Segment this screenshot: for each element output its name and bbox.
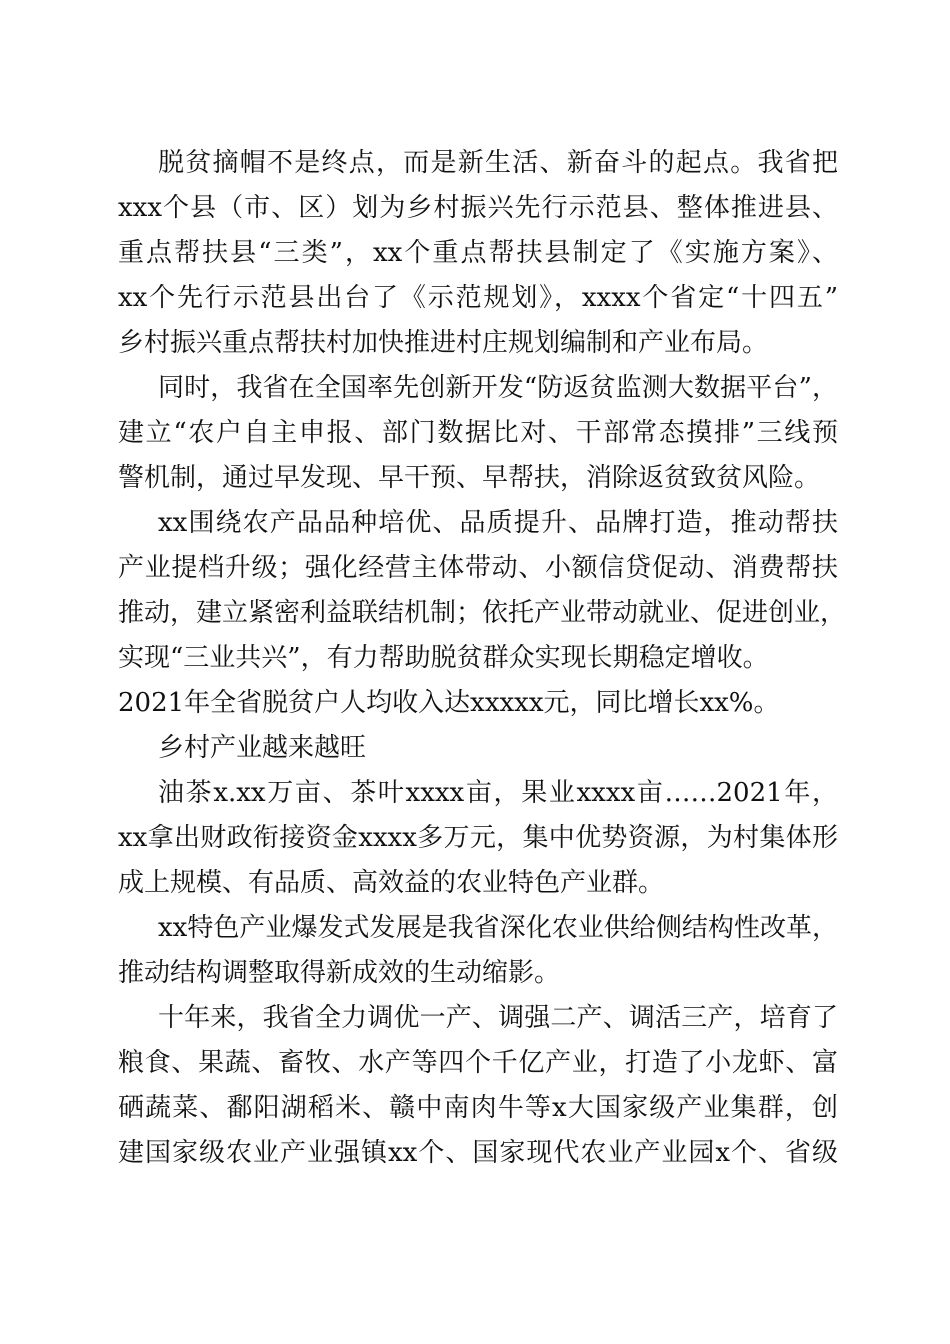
text-line: 产业提档升级；强化经营主体带动、小额信贷促动、消费帮扶 xyxy=(118,553,838,583)
text-line: xx围绕农产品品种培优、品质提升、品牌打造，推动帮扶 xyxy=(158,508,838,538)
text-line: 乡村振兴重点帮扶村加快推进村庄规划编制和产业布局。 xyxy=(118,328,769,358)
text-line: 油茶x.xx万亩、茶叶xxxx亩，果业xxxx亩……2021年， xyxy=(158,778,838,808)
paragraph-5 xyxy=(118,771,838,906)
text-line: 同时，我省在全国率先创新开发“防返贫监测大数据平台”， xyxy=(158,373,838,403)
text-line: 脱贫摘帽不是终点，而是新生活、新奋斗的起点。我省把 xyxy=(158,148,838,178)
paragraph-2 xyxy=(118,366,838,501)
text-line: 2021年全省脱贫户人均收入达xxxxx元，同比增长xx%。 xyxy=(118,688,780,718)
text-line: 推动，建立紧密利益联结机制；依托产业带动就业、促进创业， xyxy=(118,598,847,628)
text-line: 重点帮扶县“三类”，xx个重点帮扶县制定了《实施方案》、 xyxy=(118,238,838,268)
text-line: 实现“三业共兴”，有力帮助脱贫群众实现长期稳定增收。 xyxy=(118,643,769,673)
text-line: xx个先行示范县出台了《示范规划》，xxxx个省定“十四五” xyxy=(118,283,838,313)
section-heading xyxy=(118,726,838,771)
text-line: 十年来，我省全力调优一产、调强二产、调活三产，培育了 xyxy=(158,1003,838,1033)
text-line: 粮食、果蔬、畜牧、水产等四个千亿产业，打造了小龙虾、富 xyxy=(118,1048,838,1078)
paragraph-3 xyxy=(118,501,847,726)
paragraph-7 xyxy=(118,996,838,1176)
section-heading-text: 乡村产业越来越旺 xyxy=(158,733,367,763)
text-line: 建立“农户自主申报、部门数据比对、干部常态摸排”三线预 xyxy=(118,418,838,448)
text-line: 成上规模、有品质、高效益的农业特色产业群。 xyxy=(118,868,665,898)
text-line: xx拿出财政衔接资金xxxx多万元，集中优势资源，为村集体形 xyxy=(118,823,838,853)
text-line: 建国家级农业产业强镇xx个、国家现代农业产业园x个、省级 xyxy=(118,1138,838,1168)
paragraph-1 xyxy=(118,141,838,366)
text-line: 推动结构调整取得新成效的生动缩影。 xyxy=(118,958,561,988)
text-line: 硒蔬菜、鄱阳湖稻米、赣中南肉牛等x大国家级产业集群，创 xyxy=(118,1093,838,1123)
text-line: 警机制，通过早发现、早干预、早帮扶，消除返贫致贫风险。 xyxy=(118,463,821,493)
text-line: xxx个县（市、区）划为乡村振兴先行示范县、整体推进县、 xyxy=(118,193,838,223)
text-line: xx特色产业爆发式发展是我省深化农业供给侧结构性改革， xyxy=(158,913,838,943)
paragraph-6 xyxy=(118,906,838,996)
